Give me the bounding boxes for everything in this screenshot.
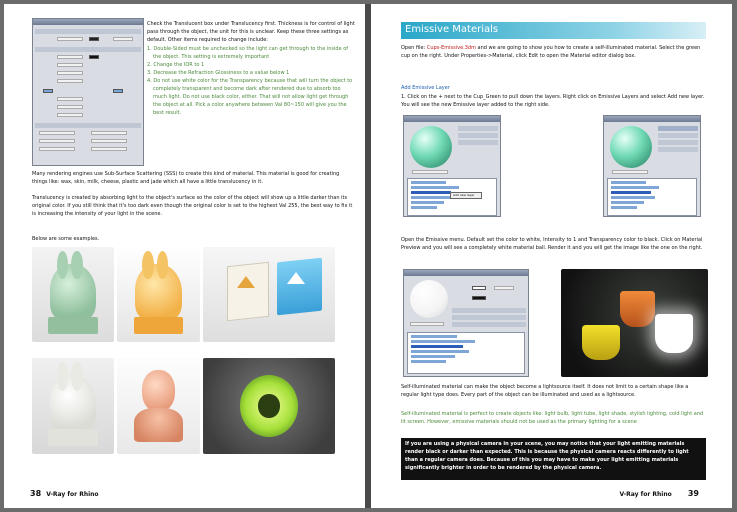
dialog-section: [35, 123, 141, 128]
color-swatch: [89, 37, 99, 41]
dialog-field: [39, 147, 75, 151]
material-tree: [407, 332, 525, 374]
menu-options: [458, 133, 498, 138]
milk-bunny-image: [32, 358, 114, 454]
usage-paragraph: Self-illuminated material is perfect to create objects like: light bulb, light tube, light shade, stylish lighting, cold light and lit screen. However, emissive materials should not be used as the primary lighting for a scene: [401, 411, 704, 425]
dialog-field: [57, 55, 83, 59]
dialog-field: [91, 139, 127, 143]
emissive-settings-paragraph: Open the Emissive menu. Default set the color to white, Intensity to 1 and Transparency color to black. Click on Material Preview and you will see a completely white material ball. Render it and you will get the image like the one on the right.: [401, 237, 703, 251]
dialog-field: [113, 37, 133, 41]
dialog-title-bar: [604, 116, 700, 122]
dialog-field: [91, 131, 127, 135]
plastic-signs-image: [203, 247, 335, 342]
jade-bunny-image: [32, 247, 114, 342]
emissive-settings-screenshot: [403, 269, 529, 377]
white-preview-ball: [410, 280, 448, 318]
page-footer: [619, 489, 702, 498]
physical-camera-note: If you are using a physical camera in your scene, you may notice that your light emitting materials render black or darker than expected. This is because the physical camera reacts differently to light than a regular camera does. Because of this you may have to make your light emitting materials significantly brighter in order to be rendered by the physical camera.: [401, 438, 706, 480]
dialog-section: [35, 29, 141, 34]
material-editor-screenshot-1: [403, 115, 501, 217]
examples-label: Below are some examples.: [32, 236, 100, 242]
dialog-section: [35, 47, 141, 52]
step1-paragraph: 1. Click on the + next to the Cup_Green to pull down the layers. Right click on Emissive Layers and select Add new layer. You will see the new Emissive layer added to the right side.: [401, 94, 705, 108]
page-footer: [30, 489, 99, 498]
page-number: 39: [687, 489, 699, 498]
section-title: Emissive Materials: [405, 24, 499, 35]
menu-options: [658, 140, 698, 145]
update-preview-button: [612, 170, 648, 174]
material-preview-ball: [610, 126, 652, 168]
settings-list: [147, 45, 355, 117]
page-number: 38: [30, 489, 42, 498]
left-page: [4, 4, 365, 508]
list-item: 1. Double-Sided must be unchecked so the light can get through to the inside of the object. This setting is extremely important: [147, 46, 349, 60]
menu-maps: [658, 147, 698, 152]
emissive-color-swatch: [472, 286, 486, 290]
context-menu-add-layer: Add new layer: [450, 192, 482, 199]
dialog-field: [57, 113, 83, 117]
dialog-field: [57, 37, 83, 41]
add-emissive-layer-heading: Add Emissive Layer: [401, 85, 450, 91]
footer-title: V-Ray for Rhino: [619, 491, 672, 498]
dialog-title-bar: [33, 19, 143, 25]
open-file-name: Cups-Emissive.3dm: [426, 45, 476, 51]
menu-emissive: [658, 126, 698, 131]
update-preview-button: [410, 322, 444, 326]
dialog-field: [91, 147, 127, 151]
open-file-paragraph: [401, 44, 706, 60]
dialog-field: [57, 63, 83, 67]
sss-paragraph: Many rendering engines use Sub-Surface Scattering (SSS) to create this kind of material. This material is good for creating things like: wax, skin, milk, cheese, plastic and jade which all have a little translucency in it.: [32, 171, 340, 185]
translucency-dialog-screenshot: [32, 18, 144, 166]
menu-diffuse: [458, 126, 498, 131]
right-page: [371, 4, 732, 508]
transparency-color-swatch: [472, 296, 486, 300]
section-title-bar: [401, 22, 706, 39]
list-item: 3. Decrease the Refraction Glossiness to a value below 1: [147, 70, 290, 76]
open-file-text: and we are going to show you how to create a self-illuminated material. Select the green cup on the right. Under Properties->Material, click Edit to open the Material editor dialog box.: [401, 45, 701, 59]
dialog-field: [57, 97, 83, 101]
dialog-field: [57, 79, 83, 83]
self-illuminated-paragraph: Self-illuminated material can make the object become a lightsource itself. It does not limit to a certain shape like a regular light type does. Every part of the object can be illuminated and used as a lightsource.: [401, 384, 689, 398]
color-swatch: [113, 89, 123, 93]
menu-maps: [452, 322, 526, 327]
dialog-title-bar: [404, 270, 528, 276]
wax-bunny-image: [117, 247, 200, 342]
skin-bust-image: [117, 358, 200, 454]
dialog-field: [57, 105, 83, 109]
material-tree: [607, 178, 697, 216]
emissive-cups-render: [561, 269, 708, 377]
update-preview-button: [412, 170, 448, 174]
color-swatch: [89, 55, 99, 59]
material-editor-screenshot-2: [603, 115, 701, 217]
material-preview-ball: [410, 126, 452, 168]
color-swatch: [43, 89, 53, 93]
menu-options: [452, 315, 526, 320]
intro-paragraph: Check the Translucent box under Translucency first. Thickness is for control of light pass through the object, the unit for this is unclear. Keep these three settings as default. Other items required to change include:: [147, 21, 355, 43]
dialog-title-bar: [404, 116, 500, 122]
dialog-field: [39, 139, 75, 143]
menu-diffuse: [452, 308, 526, 313]
list-item: 2. Change the IOR to 1: [147, 62, 205, 68]
footer-title: V-Ray for Rhino: [46, 491, 99, 498]
menu-maps: [458, 140, 498, 145]
translucency-paragraph: Translucency is created by absorbing light to the object's surface so the color of the object will show up a little darker than its original color. If you still think that it's too dark even though the original color is set to the highest Val 255, the best way to fix it is increasing the intensity of your light in the scene.: [32, 195, 353, 217]
dialog-field: [57, 71, 83, 75]
menu-diffuse: [658, 133, 698, 138]
open-file-label: Open file:: [401, 45, 426, 51]
dialog-field: [39, 131, 75, 135]
intensity-field: [494, 286, 514, 290]
list-item: 4. Do not use white color for the Transparency because that will turn the object to completely transparent and become dark after rendered due to absorb too much light. Do not use black color, either. That will not allow light get through the object at all. Pick a color anywhere between Val 80~150 will give you the best result.: [147, 78, 353, 116]
green-reel-image: [203, 358, 335, 454]
